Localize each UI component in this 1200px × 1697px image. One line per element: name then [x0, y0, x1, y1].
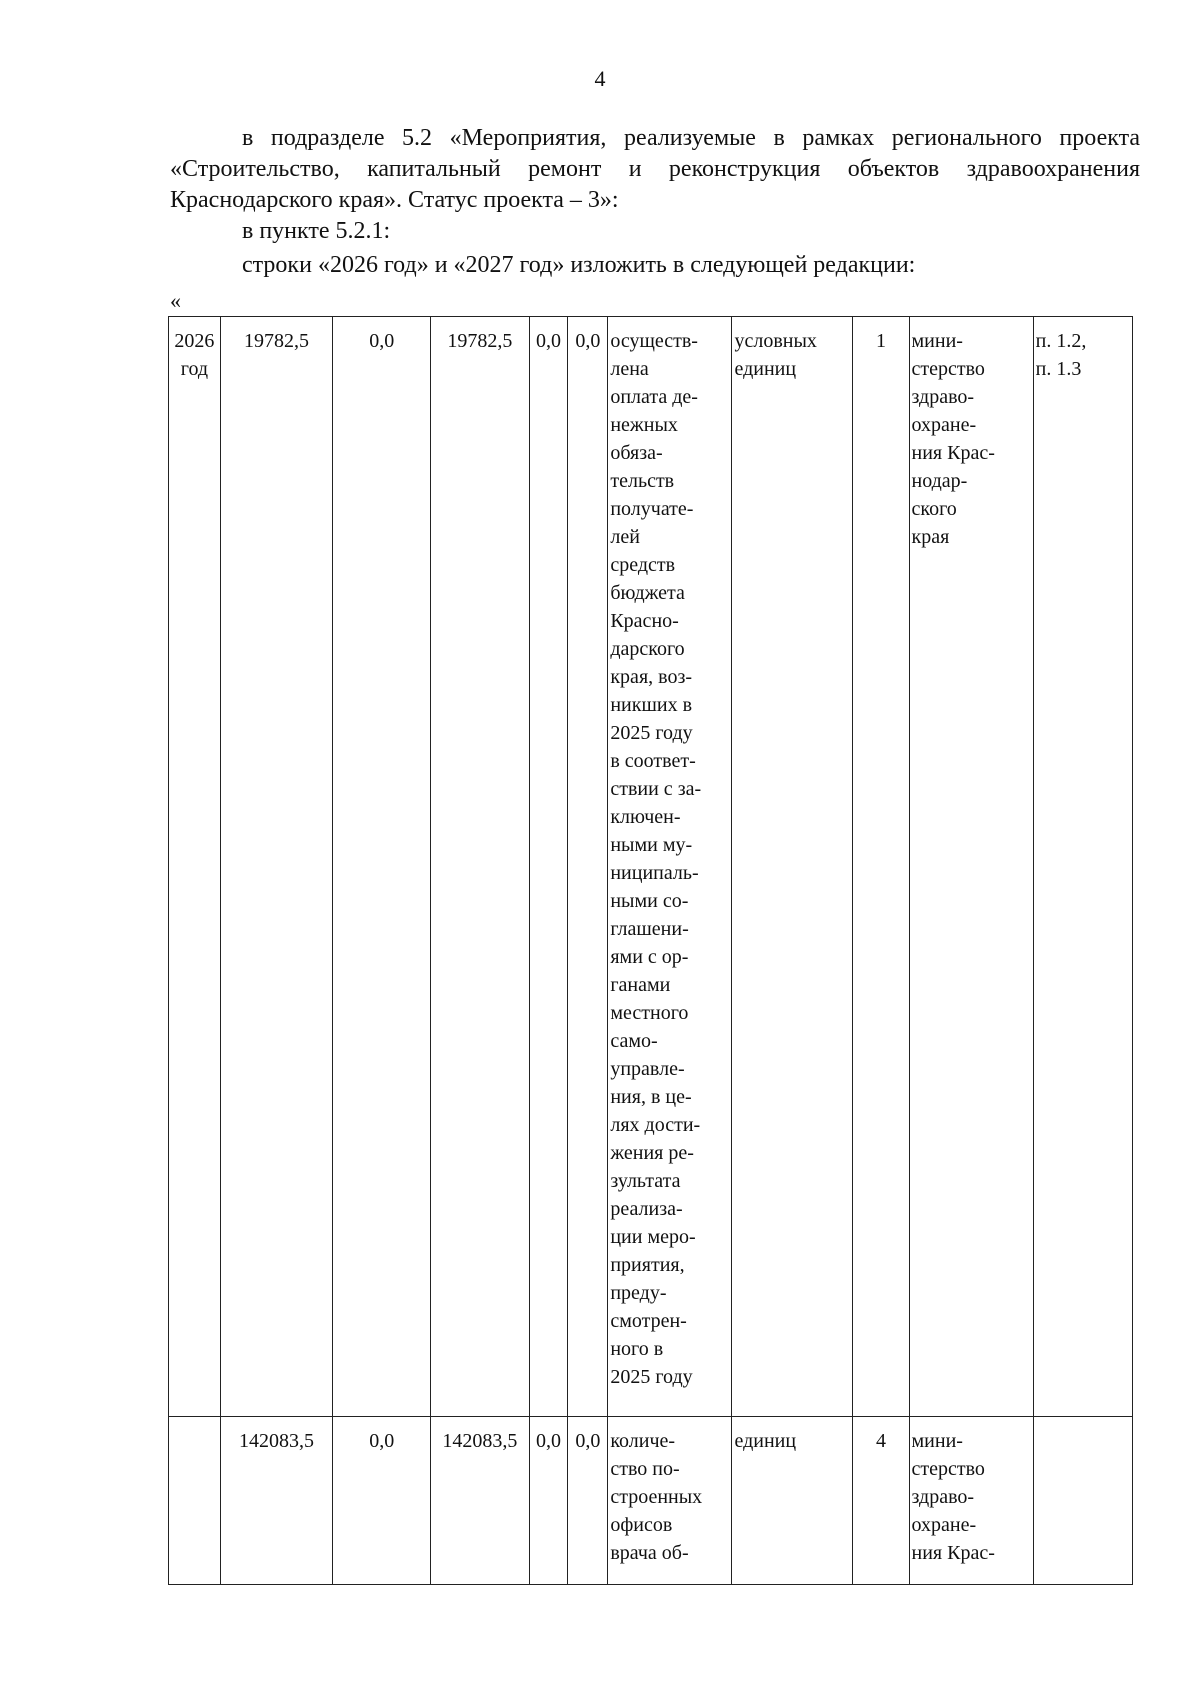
local-amount-cell: 0,0: [529, 1417, 568, 1585]
local-amount-cell: 0,0: [529, 317, 568, 1417]
other-amount-cell: 0,0: [568, 317, 608, 1417]
reference-line: п. 1.2,: [1035, 330, 1087, 352]
result-description-line: ями с ор-: [610, 946, 689, 968]
executor-cell: [909, 317, 1033, 1417]
reference-cell: [1033, 317, 1132, 1417]
reference-line: п. 1.3: [1035, 358, 1082, 380]
result-description-line: получате-: [610, 498, 694, 520]
result-description-line: реализа-: [610, 1198, 683, 1220]
result-description-line: 2025 году: [610, 722, 693, 744]
unit-cell: [732, 1417, 853, 1585]
intro-paragraph-subsection: в подразделе 5.2 «Мероприятия, реализуемые в рамках регионального проекта «Строительство, капитальный ремонт и реконструкция объектов здравоохранения Краснодарского края». Статус проекта – 3»:: [170, 125, 1140, 213]
result-description-line: ции меро-: [610, 1226, 696, 1248]
result-description-line: дарского: [610, 638, 685, 660]
year-cell: [169, 1417, 221, 1585]
result-description-line: средств: [610, 554, 676, 576]
result-description-line: строенных: [610, 1486, 703, 1508]
result-description-line: глашени-: [610, 918, 689, 940]
table-row: [169, 317, 1133, 1417]
result-description-line: приятия,: [610, 1254, 685, 1276]
result-description-line: лях дости-: [610, 1114, 701, 1136]
result-description-cell: [608, 317, 732, 1417]
result-description-line: количе-: [610, 1430, 676, 1452]
executor-line: ского: [911, 498, 957, 520]
result-description-line: лей: [610, 526, 640, 548]
executor-line: охране-: [911, 414, 977, 436]
executor-line: ния Крас-: [911, 1542, 995, 1564]
federal-amount-cell: 0,0: [333, 1417, 431, 1585]
result-description-line: края, воз-: [610, 666, 693, 688]
executor-line: стерство: [911, 1458, 985, 1480]
page-number: 4: [594, 66, 606, 91]
executor-line: мини-: [911, 1430, 963, 1452]
result-description-line: в соответ-: [610, 750, 696, 772]
result-description-line: ниципаль-: [610, 862, 699, 884]
result-description-line: само-: [610, 1030, 658, 1052]
amendment-table: [168, 316, 1133, 1585]
result-description-line: врача об-: [610, 1542, 689, 1564]
result-description-line: смотрен-: [610, 1310, 687, 1332]
result-description-line: ного в: [610, 1338, 664, 1360]
executor-cell: [909, 1417, 1033, 1585]
result-description-line: нежных: [610, 414, 678, 436]
federal-amount-cell: 0,0: [333, 317, 431, 1417]
total-amount-cell: 19782,5: [220, 317, 332, 1417]
intro-paragraph-item: в пункте 5.2.1:: [242, 218, 391, 244]
executor-line: нодар-: [911, 470, 968, 492]
regional-amount-cell: 19782,5: [431, 317, 529, 1417]
result-description-line: зультата: [610, 1170, 681, 1192]
result-description-line: местного: [610, 1002, 689, 1024]
executor-line: края: [911, 526, 950, 548]
result-description-line: ными со-: [610, 890, 689, 912]
value-cell: 1: [853, 317, 909, 1417]
table-row: [169, 1417, 1133, 1585]
result-description-line: лена: [610, 358, 649, 380]
result-description-line: никших в: [610, 694, 693, 716]
executor-line: стерство: [911, 358, 985, 380]
result-description-line: преду-: [610, 1282, 667, 1304]
unit-line: единиц: [734, 358, 797, 380]
result-description-line: офисов: [610, 1514, 673, 1536]
value-cell: 4: [853, 1417, 909, 1585]
executor-line: здраво-: [911, 1486, 975, 1508]
result-description-line: жения ре-: [610, 1142, 694, 1164]
regional-amount-cell: 142083,5: [431, 1417, 529, 1585]
unit-line: условных: [734, 330, 817, 352]
year-line: 2026: [174, 330, 215, 352]
result-description-line: ключен-: [610, 806, 681, 828]
reference-cell: [1033, 1417, 1132, 1585]
result-description-line: осуществ-: [610, 330, 698, 352]
result-description-line: обяза-: [610, 442, 663, 464]
total-amount-cell: 142083,5: [220, 1417, 332, 1585]
intro-paragraph-rows: строки «2026 год» и «2027 год» изложить в следующей редакции:: [242, 252, 916, 278]
executor-line: здраво-: [911, 386, 975, 408]
executor-line: мини-: [911, 330, 963, 352]
executor-line: охране-: [911, 1514, 977, 1536]
unit-cell: [732, 317, 853, 1417]
other-amount-cell: 0,0: [568, 1417, 608, 1585]
result-description-line: ство по-: [610, 1458, 680, 1480]
executor-line: ния Крас-: [911, 442, 995, 464]
result-description-line: ния, в це-: [610, 1086, 692, 1108]
result-description-line: оплата де-: [610, 386, 698, 408]
result-description-line: ными му-: [610, 834, 693, 856]
year-line: год: [180, 358, 209, 380]
result-description-line: управле-: [610, 1058, 685, 1080]
result-description-line: Красно-: [610, 610, 679, 632]
result-description-line: 2025 году: [610, 1366, 693, 1388]
result-description-line: ствии с за-: [610, 778, 702, 800]
result-description-line: тельств: [610, 470, 675, 492]
result-description-cell: [608, 1417, 732, 1585]
opening-quote-mark: «: [170, 288, 181, 313]
result-description-line: бюджета: [610, 582, 685, 604]
unit-line: единиц: [734, 1430, 797, 1452]
year-cell: [169, 317, 221, 1417]
result-description-line: ганами: [610, 974, 671, 996]
